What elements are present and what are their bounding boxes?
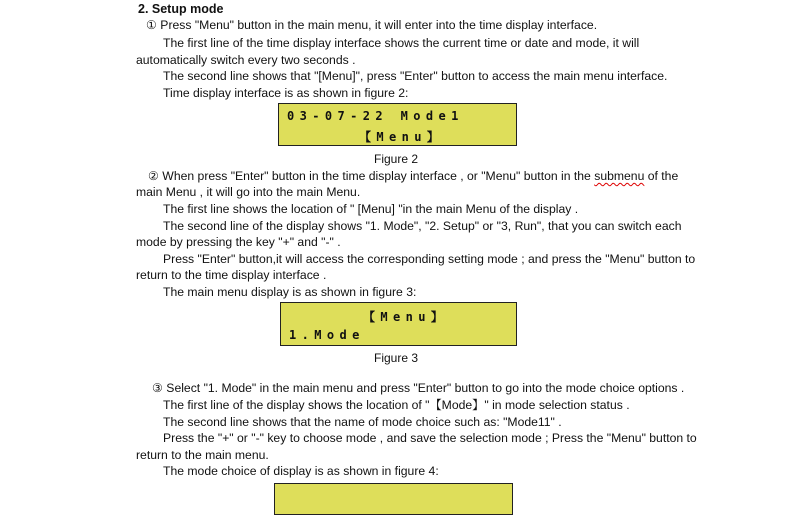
figure-2-caption: Figure 2 <box>374 152 419 166</box>
lcd2-row1: 【Menu】 <box>363 310 449 324</box>
lcd-figure-3 <box>280 302 517 346</box>
figure-3-caption: Figure 3 <box>374 351 419 365</box>
para2-line1 <box>148 169 678 184</box>
lcd-figure-2 <box>278 103 517 146</box>
para2-line3: The first line shows the location of " [Menu] "in the main Menu of the display . <box>163 202 579 216</box>
para2-line8: The main menu display is as shown in figure 3: <box>163 285 417 299</box>
para3-line6: The mode choice of display is as shown in figure 4: <box>163 464 439 478</box>
para3-line2: The first line of the display shows the location of "【Mode】" in mode selection status . <box>163 398 630 412</box>
para2-line4: The second line of the display shows "1. Mode", "2. Setup" or "3, Run", that you can switch each <box>163 219 682 233</box>
heading: 2. Setup mode <box>138 2 224 16</box>
lcd1-row1: 03-07-22 Mode1 <box>287 109 464 123</box>
para2-line6: Press "Enter" button,it will access the corresponding setting mode ; and press the "Menu" button to <box>163 252 696 266</box>
para3-line3: The second line shows that the name of mode choice such as: "Mode11" . <box>163 415 562 429</box>
para1-line4: The second line shows that "[Menu]", press "Enter" button to access the main menu interface. <box>163 69 668 83</box>
lcd1-row2: 【Menu】 <box>359 130 445 144</box>
para2-line7: return to the time display interface . <box>136 268 327 282</box>
para2-line2: main Menu , it will go into the main Menu. <box>136 185 361 199</box>
para2-line1-c: of the <box>644 169 679 183</box>
para1-line2: The first line of the time display interface shows the current time or date and mode, it will <box>163 36 640 50</box>
para2-line5: mode by pressing the key "+" and "-" . <box>136 235 341 249</box>
para1-line1: ① Press "Menu" button in the main menu, it will enter into the time display interface. <box>146 18 598 32</box>
para1-line3: automatically switch every two seconds . <box>136 53 356 67</box>
para3-line5: return to the main menu. <box>136 448 269 462</box>
para2-line1-a: ② When press "Enter" button in the time display interface , or "Menu" button in the <box>148 169 595 183</box>
para3-line4: Press the "+" or "-" key to choose mode , and save the selection mode ; Press the "Menu" button to <box>163 431 697 445</box>
para3-line1: ③ Select "1. Mode" in the main menu and press "Enter" button to go into the mode choice options . <box>152 381 685 395</box>
submenu-word: submenu <box>594 169 645 183</box>
lcd2-row2: 1.Mode <box>289 328 365 342</box>
lcd-figure-4-partial <box>274 483 513 515</box>
para1-line5: Time display interface is as shown in figure 2: <box>163 86 409 100</box>
